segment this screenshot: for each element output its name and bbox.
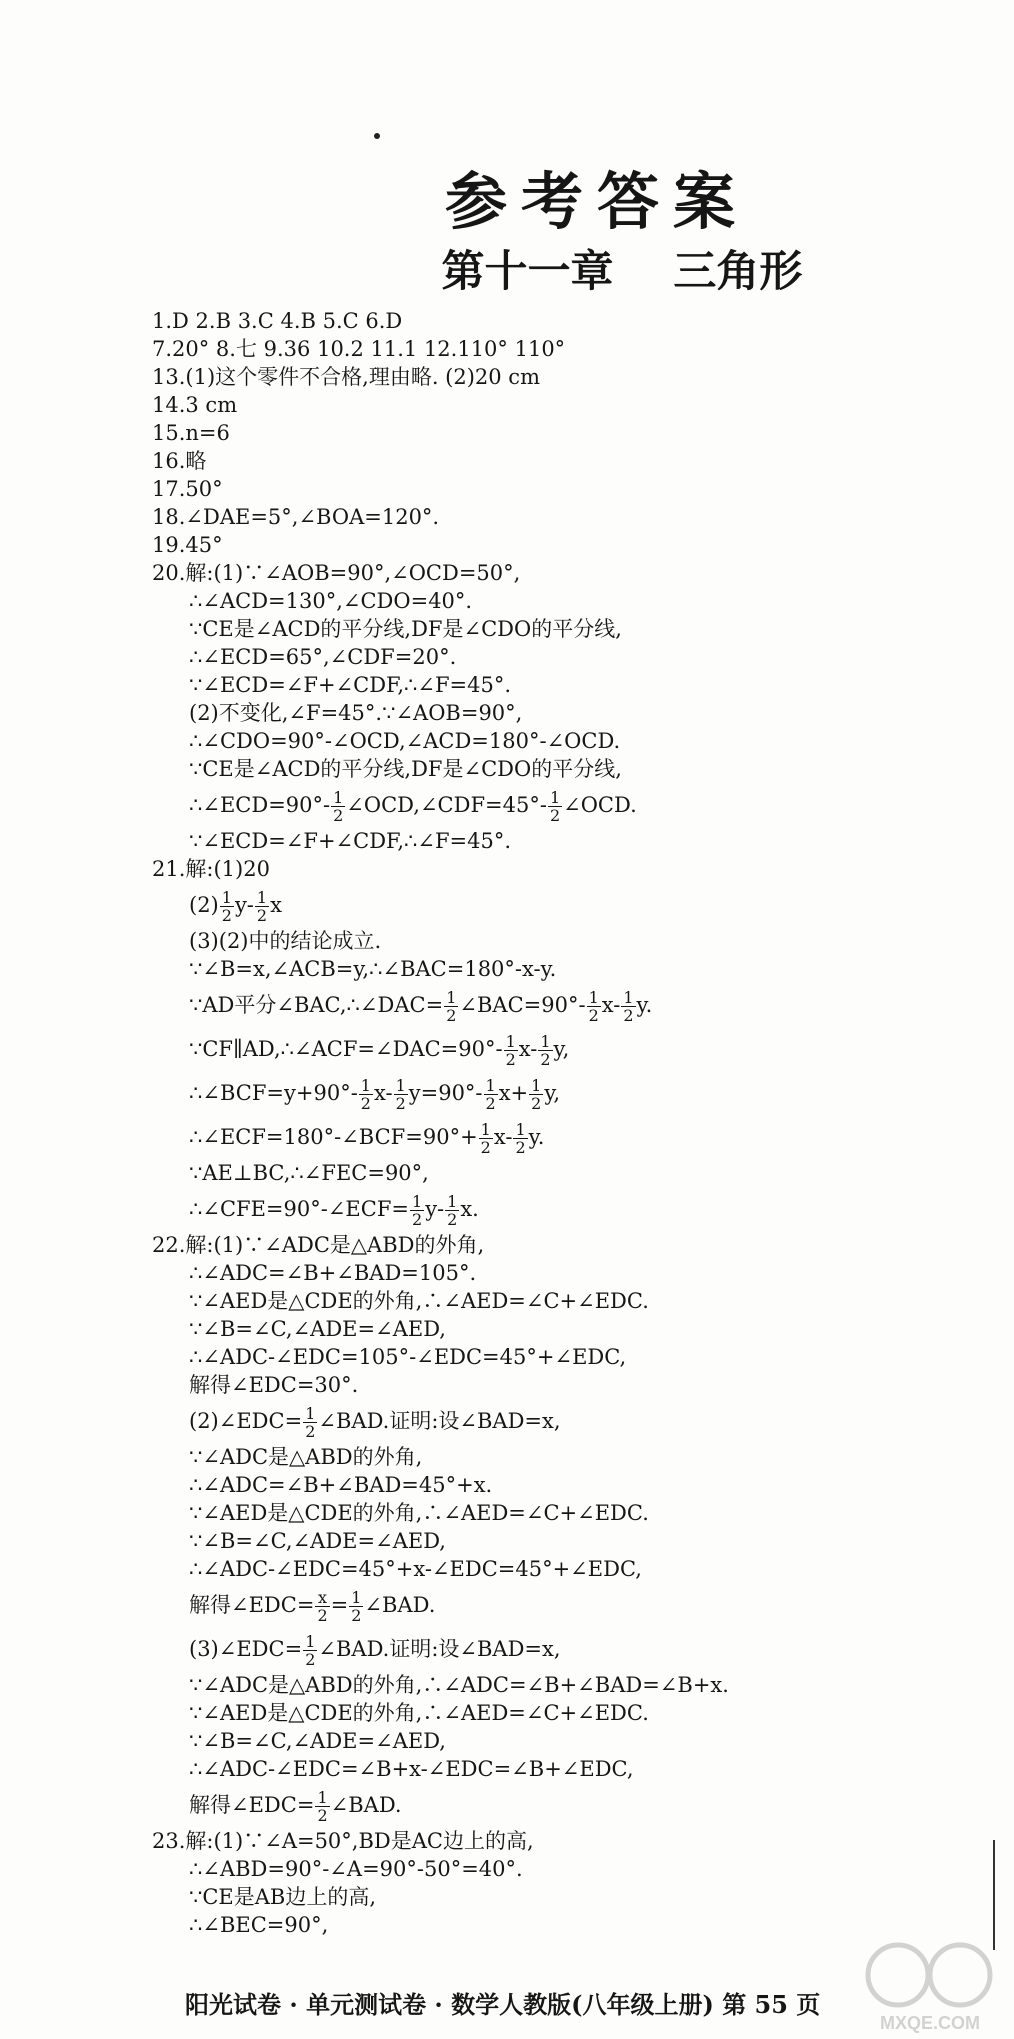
answer-line: (3)(2)中的结论成立. bbox=[189, 929, 382, 953]
answer-line: 1.D 2.B 3.C 4.B 5.C 6.D bbox=[152, 309, 403, 333]
fraction: $\frac{1}{2}$ bbox=[360, 1076, 371, 1113]
answer-line: ∵∠ECD=∠F+∠CDF,∴∠F=45°. bbox=[189, 673, 512, 697]
answer-line: 15.n=6 bbox=[152, 421, 230, 445]
page-title: 参考答案 bbox=[444, 165, 749, 238]
answer-line: ∴∠CDO=90°-∠OCD,∠ACD=180°-∠OCD. bbox=[189, 729, 621, 753]
answer-line: ∵∠B=∠C,∠ADE=∠AED, bbox=[189, 1529, 446, 1553]
answer-line: ∵CF∥AD,∴∠ACF=∠DAC=90°- $\frac{1}{2}$ x- $\frac{1}{2}$ y, bbox=[189, 1032, 570, 1069]
fraction: $\frac{1}{2}$ bbox=[480, 1120, 491, 1157]
fraction: $\frac{x}{2}$ bbox=[317, 1588, 328, 1625]
answer-content bbox=[152, 307, 992, 1939]
answer-line: ∵∠ECD=∠F+∠CDF,∴∠F=45°. bbox=[189, 829, 512, 853]
answer-line: ∴∠ADC=∠B+∠BAD=45°+x. bbox=[189, 1473, 493, 1497]
answer-line: ∵CE是AB边上的高, bbox=[189, 1885, 377, 1909]
answer-line: 21.解:(1)20 bbox=[152, 857, 270, 881]
answer-line: 解得∠EDC= $\frac{x}{2}$ = $\frac{1}{2}$ ∠BAD. bbox=[189, 1588, 436, 1625]
answer-line: (3)∠EDC= $\frac{1}{2}$ ∠BAD.证明:设∠BAD=x, bbox=[189, 1632, 561, 1669]
answer-line: ∵∠ADC是△ABD的外角,∴∠ADC=∠B+∠BAD=∠B+x. bbox=[189, 1673, 729, 1697]
answer-line: 23.解:(1)∵∠A=50°,BD是AC边上的高, bbox=[152, 1829, 534, 1853]
fraction: $\frac{1}{2}$ bbox=[446, 988, 457, 1025]
page-edge-mark bbox=[993, 1840, 995, 1950]
fraction: $\frac{1}{2}$ bbox=[333, 788, 344, 825]
answer-line: ∴∠ABD=90°-∠A=90°-50°=40°. bbox=[189, 1857, 523, 1881]
fraction: $\frac{1}{2}$ bbox=[412, 1192, 423, 1229]
answer-line: ∴∠ADC-∠EDC=45°+x-∠EDC=45°+∠EDC, bbox=[189, 1557, 642, 1581]
fraction: $\frac{1}{2}$ bbox=[623, 988, 634, 1025]
answer-line: ∴∠ECD=65°,∠CDF=20°. bbox=[189, 645, 457, 669]
fraction: $\frac{1}{2}$ bbox=[531, 1076, 542, 1113]
answer-line: ∵AE⊥BC,∴∠FEC=90°, bbox=[189, 1161, 429, 1185]
fraction: $\frac{1}{2}$ bbox=[515, 1120, 526, 1157]
page-number: 第 55 页 bbox=[722, 1990, 821, 2019]
fraction: $\frac{1}{2}$ bbox=[549, 788, 561, 825]
answer-line: 22.解:(1)∵∠ADC是△ABD的外角, bbox=[152, 1233, 485, 1257]
answer-line: 7.20° 8.七 9.36 10.2 11.1 12.110° 110° bbox=[152, 337, 566, 361]
footer-text: 阳光试卷 · 单元测试卷 · 数学人教版(八年级上册) bbox=[185, 1990, 714, 2019]
answer-line: 16.略 bbox=[152, 449, 207, 473]
answer-line: 解得∠EDC=30°. bbox=[189, 1373, 359, 1397]
watermark-text: MXQE.COM bbox=[879, 2013, 981, 2033]
fraction: $\frac{1}{2}$ bbox=[588, 988, 599, 1025]
answer-line: 20.解:(1)∵∠AOB=90°,∠OCD=50°, bbox=[152, 561, 521, 585]
decorative-dot bbox=[374, 133, 380, 139]
fraction: $\frac{1}{2}$ bbox=[305, 1404, 316, 1441]
answer-line: ∵∠B=∠C,∠ADE=∠AED, bbox=[189, 1317, 446, 1341]
fraction: $\frac{1}{2}$ bbox=[540, 1032, 551, 1069]
fraction: $\frac{1}{2}$ bbox=[485, 1076, 496, 1113]
answer-line: 14.3 cm bbox=[152, 393, 238, 417]
answer-line: ∴∠ADC-∠EDC=105°-∠EDC=45°+∠EDC, bbox=[189, 1345, 627, 1369]
answer-line: ∵CE是∠ACD的平分线,DF是∠CDO的平分线, bbox=[189, 617, 622, 641]
answer-line: 13.(1)这个零件不合格,理由略. (2)20 cm bbox=[152, 365, 540, 389]
answer-line: ∴∠ECD=90°- $\frac{1}{2}$ ∠OCD,∠CDF=45°- $\frac{1}{2}$ ∠OCD. bbox=[189, 788, 637, 825]
answer-line: ∵CE是∠ACD的平分线,DF是∠CDO的平分线, bbox=[189, 757, 622, 781]
fraction: $\frac{1}{2}$ bbox=[505, 1032, 516, 1069]
stamp-watermark-icon bbox=[860, 1935, 1000, 2035]
answer-line: ∵∠AED是△CDE的外角,∴∠AED=∠C+∠EDC. bbox=[189, 1289, 649, 1313]
chapter-heading: 第十一章 三角形 bbox=[441, 247, 803, 297]
answer-line: (2) $\frac{1}{2}$ y- $\frac{1}{2}$ x bbox=[189, 888, 282, 925]
answer-line: (2)不变化,∠F=45°.∵∠AOB=90°, bbox=[189, 701, 523, 725]
answer-line: ∴∠ECF=180°-∠BCF=90°+ $\frac{1}{2}$ x- $\frac{1}{2}$ y. bbox=[189, 1120, 545, 1157]
fraction: $\frac{1}{2}$ bbox=[447, 1192, 458, 1229]
fraction: $\frac{1}{2}$ bbox=[317, 1788, 328, 1825]
answer-line: 18.∠DAE=5°,∠BOA=120°. bbox=[152, 505, 440, 529]
answer-line: ∵AD平分∠BAC,∴∠DAC= $\frac{1}{2}$ ∠BAC=90°- $\frac{1}{2}$ x- $\frac{1}{2}$ y. bbox=[189, 988, 653, 1025]
answer-line: 解得∠EDC= $\frac{1}{2}$ ∠BAD. bbox=[189, 1788, 402, 1825]
answer-line: ∵∠B=∠C,∠ADE=∠AED, bbox=[189, 1729, 446, 1753]
answer-line: ∴∠CFE=90°-∠ECF= $\frac{1}{2}$ y- $\frac{1}{2}$ x. bbox=[189, 1192, 479, 1229]
answer-line: 17.50° bbox=[152, 477, 223, 501]
answer-line: ∴∠ACD=130°,∠CDO=40°. bbox=[189, 589, 473, 613]
answer-line: ∵∠ADC是△ABD的外角, bbox=[189, 1445, 423, 1469]
answer-line: ∵∠B=x,∠ACB=y,∴∠BAC=180°-x-y. bbox=[189, 957, 557, 981]
answer-line: 19.45° bbox=[152, 533, 223, 557]
answer-line: ∵∠AED是△CDE的外角,∴∠AED=∠C+∠EDC. bbox=[189, 1701, 649, 1725]
fraction: $\frac{1}{2}$ bbox=[256, 888, 268, 925]
fraction: $\frac{1}{2}$ bbox=[351, 1588, 362, 1625]
page-footer bbox=[185, 1985, 820, 2020]
fraction: $\frac{1}{2}$ bbox=[305, 1632, 316, 1669]
answer-line: ∴∠ADC-∠EDC=∠B+x-∠EDC=∠B+∠EDC, bbox=[189, 1757, 634, 1781]
answer-line: ∴∠BCF=y+90°- $\frac{1}{2}$ x- $\frac{1}{2}$ y=90°- $\frac{1}{2}$ x+ $\frac{1}{2}$ y, bbox=[189, 1076, 561, 1113]
answer-line: ∵∠AED是△CDE的外角,∴∠AED=∠C+∠EDC. bbox=[189, 1501, 649, 1525]
fraction: $\frac{1}{2}$ bbox=[395, 1076, 406, 1113]
answer-line: ∴∠BEC=90°, bbox=[189, 1913, 329, 1937]
answer-line: (2)∠EDC= $\frac{1}{2}$ ∠BAD.证明:设∠BAD=x, bbox=[189, 1404, 561, 1441]
fraction: $\frac{1}{2}$ bbox=[221, 888, 232, 925]
answer-line: ∴∠ADC=∠B+∠BAD=105°. bbox=[189, 1261, 477, 1285]
